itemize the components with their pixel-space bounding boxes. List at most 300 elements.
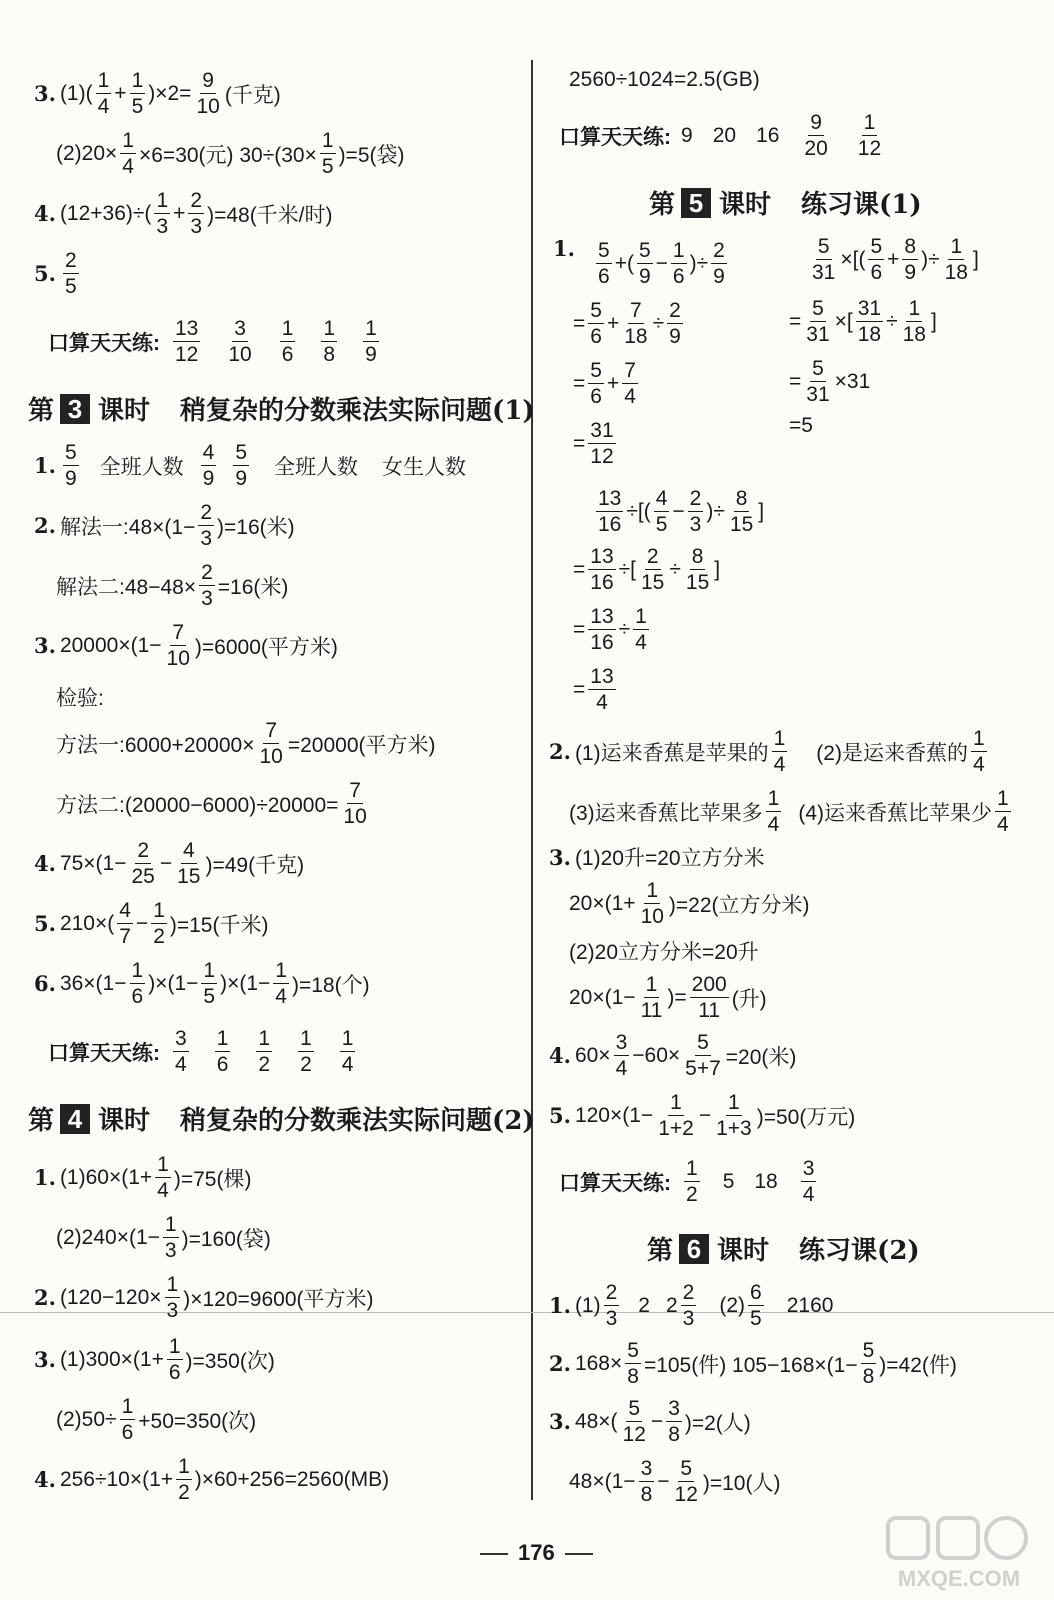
text: 75×(1− [59, 851, 127, 875]
text: 1. [553, 236, 575, 261]
denominator: 4 [773, 753, 786, 776]
fraction [622, 300, 649, 347]
fraction [856, 298, 883, 345]
text: 1. [34, 453, 56, 478]
text: 检验: [56, 687, 104, 710]
text: )=160(袋) [181, 1227, 271, 1251]
fraction [868, 236, 884, 283]
fraction [588, 606, 615, 653]
text: 第 [649, 190, 676, 220]
denominator: 9 [713, 265, 725, 288]
fraction [748, 1282, 764, 1329]
fraction [596, 240, 612, 287]
fraction [167, 1336, 183, 1383]
text: )=2(人) [684, 1411, 751, 1435]
numerator: 4 [119, 899, 131, 922]
jianyan [56, 682, 104, 712]
numerator: 7 [630, 299, 642, 322]
denominator: 10 [640, 905, 664, 928]
fraction [604, 1282, 620, 1329]
numerator: 5 [680, 1457, 693, 1480]
fraction [201, 960, 217, 1007]
s3-answer-2a [34, 502, 295, 549]
fraction [714, 1092, 754, 1139]
fraction [165, 622, 192, 669]
text: (12+36)÷( [59, 201, 152, 225]
denominator: 5 [131, 95, 144, 118]
text: 2 [638, 1293, 650, 1317]
denominator: 3 [605, 1307, 618, 1330]
numerator: 5 [812, 357, 824, 380]
s6-answer-3b: 48×(1− $\frac{3}{8}$ − $\frac{5}{12}$ )=10(人) [569, 1457, 781, 1506]
fraction [596, 488, 623, 535]
fraction [639, 1458, 655, 1505]
text: (1)300×(1+ [59, 1347, 164, 1371]
numerator: 13 [590, 665, 614, 688]
text: +50=350(次) [138, 1409, 257, 1433]
fraction [971, 728, 987, 775]
numerator: 5 [235, 441, 247, 464]
text: 5 [681, 188, 711, 218]
text: 120×(1− [574, 1103, 654, 1127]
denominator: 6 [870, 261, 883, 284]
denominator: 6 [131, 985, 144, 1008]
denominator: 12 [175, 343, 199, 366]
fraction [165, 1274, 181, 1321]
text: (1)60×(1+ [59, 1165, 153, 1189]
numerator: 3 [615, 1031, 628, 1054]
kousuan-3 [559, 112, 886, 159]
fraction [654, 488, 670, 535]
s4-answer-2 [34, 1274, 374, 1321]
fraction [154, 190, 170, 237]
text: 16 [756, 123, 780, 147]
text: 解法一:48×(1− [59, 515, 196, 539]
text: 20000×(1− [59, 633, 162, 657]
numerator: 2 [689, 487, 702, 510]
fraction [684, 1158, 700, 1205]
text: = [573, 677, 586, 701]
fraction [198, 502, 214, 549]
numerator: 2 [200, 501, 213, 524]
text: )=50(万元) [756, 1105, 856, 1129]
denominator: 4 [972, 753, 985, 776]
calc-b-4 [789, 414, 813, 438]
text: = [573, 431, 586, 455]
fraction [683, 1032, 723, 1079]
text: 3. [549, 1409, 571, 1434]
numerator: 7 [172, 621, 185, 644]
denominator: 4 [635, 631, 647, 654]
fangfa-2 [56, 780, 372, 827]
text: (2)20立方分米=20升 [569, 941, 759, 964]
text: + [606, 311, 620, 335]
text: ÷ [886, 309, 898, 333]
numerator: 1 [323, 317, 336, 340]
s3-answer-2b [56, 562, 288, 609]
text: )=22(立方分米) [668, 893, 810, 917]
text: = [789, 309, 802, 333]
answer-5 [34, 250, 82, 297]
numerator: 1 [997, 787, 1009, 810]
section-6-title [647, 1230, 920, 1267]
numerator: 4 [655, 487, 668, 510]
denominator: 9 [904, 261, 917, 284]
text: )=42(件) [879, 1353, 957, 1377]
numerator: 200 [691, 973, 727, 996]
denominator: 3 [156, 215, 169, 238]
calc-a-4 [573, 420, 619, 467]
text: )=16(米) [217, 515, 295, 539]
calc-c-4 [573, 666, 619, 713]
s5-answer-2a [549, 728, 990, 775]
denominator: 4 [997, 813, 1009, 836]
text: )×60+256=2560(MB) [194, 1467, 390, 1491]
numerator: 8 [735, 487, 748, 510]
fraction [621, 1398, 648, 1445]
s3-answer-3 [34, 622, 338, 669]
numerator: 1 [672, 239, 685, 262]
text: ÷ [618, 557, 631, 581]
denominator: 10 [259, 745, 283, 768]
fraction [861, 1340, 877, 1387]
calc-a-3 [573, 360, 641, 407]
text: (1)20升=20立方分米 [574, 847, 765, 870]
numerator: 1 [281, 317, 294, 340]
denominator: 9 [202, 467, 215, 490]
text: 课时 [98, 396, 151, 426]
numerator: 7 [349, 779, 361, 802]
fraction [690, 974, 729, 1021]
fraction [298, 1028, 314, 1075]
numerator: 1 [645, 973, 658, 996]
numerator: 1 [972, 727, 985, 750]
fraction [151, 900, 167, 947]
numerator: 2 [713, 239, 725, 262]
denominator: 12 [674, 1483, 698, 1506]
fraction [188, 190, 204, 237]
text: ÷ [928, 247, 940, 271]
numerator: 1 [950, 235, 963, 258]
text: ÷ [626, 499, 638, 523]
numerator: 5 [817, 235, 830, 258]
fraction [622, 360, 638, 407]
fraction [588, 666, 615, 713]
fraction [155, 1154, 171, 1201]
numerator: 1 [365, 317, 377, 340]
s3-answer-1 [34, 442, 466, 489]
fangfa-1 [56, 720, 436, 767]
fraction [943, 236, 970, 283]
denominator: 8 [862, 1365, 875, 1388]
calc-a-1: $\frac{5}{6}$ + ( $\frac{5}{9}$ − $\frac{1}{6}$ ) ÷ $\frac{2}{9}$ [598, 239, 725, 288]
text: ÷ [669, 557, 681, 581]
text: × [840, 247, 853, 271]
text: 2. [34, 1285, 56, 1310]
text: 210×( [59, 911, 115, 935]
fraction [588, 360, 604, 407]
text: 3. [549, 844, 571, 870]
fraction [995, 788, 1011, 835]
denominator: 5 [64, 275, 77, 298]
text: 4. [34, 851, 56, 876]
text: 60× [574, 1043, 611, 1067]
numerator: 5 [697, 1031, 709, 1054]
numerator: 1 [341, 1027, 354, 1050]
text: 48×( [574, 1409, 618, 1433]
fraction [120, 130, 136, 177]
fraction [163, 1214, 179, 1261]
denominator: 8 [640, 1483, 653, 1506]
fraction [684, 546, 711, 593]
text: )=6000(平方米) [194, 635, 338, 659]
denominator: 4 [341, 1053, 354, 1076]
fraction [257, 720, 284, 767]
denominator: 4 [624, 385, 636, 408]
fraction [130, 70, 146, 117]
s5-answer-1-label [553, 236, 579, 261]
fraction [233, 442, 249, 489]
text: 方法一:6000+20000× [56, 733, 255, 757]
denominator: 15 [177, 865, 201, 888]
numerator: 5 [628, 1397, 641, 1420]
text: 练习课(2) [799, 1236, 920, 1266]
numerator: 7 [265, 719, 277, 742]
fraction [639, 546, 666, 593]
numerator: 3 [668, 1397, 680, 1420]
text: 20×(1+ [569, 891, 636, 915]
fraction [321, 318, 337, 365]
numerator: 1 [153, 899, 165, 922]
fraction [130, 840, 157, 887]
numerator: 3 [234, 317, 246, 340]
text: 课时 [98, 1106, 151, 1136]
fraction [804, 358, 831, 405]
numerator: 1 [863, 111, 876, 134]
denominator: 16 [598, 513, 622, 536]
denominator: 4 [275, 985, 287, 1008]
text: = [789, 369, 802, 393]
numerator: 1 [767, 787, 780, 810]
kousuan-2 [48, 1028, 358, 1075]
text: )=10(人) [702, 1471, 781, 1495]
denominator: 1+3 [716, 1117, 752, 1140]
denominator: 18 [624, 325, 648, 348]
denominator: 9 [638, 265, 651, 288]
fraction [199, 562, 215, 609]
numerator: 1 [635, 605, 647, 628]
text: 2. [549, 739, 571, 764]
text: 1. [549, 1293, 571, 1318]
text: =105(件) 105−168×(1− [643, 1353, 858, 1377]
text: )×(1− [220, 971, 271, 995]
text: )=5(袋) [338, 143, 405, 167]
numerator: 5 [590, 299, 602, 322]
numerator: 1 [166, 1273, 179, 1296]
s5-answer-4 [549, 1032, 796, 1079]
denominator: 3 [190, 215, 203, 238]
denominator: 2 [686, 1183, 698, 1206]
denominator: 3 [682, 1307, 695, 1330]
denominator: 2 [178, 1481, 190, 1504]
fraction [588, 300, 604, 347]
text: 4. [549, 1043, 571, 1068]
s6-answer-3a: 3. 48×( $\frac{5}{12}$ − $\frac{3}{8}$ )=2(人) [549, 1397, 751, 1446]
text: 全班人数 [274, 455, 358, 479]
text: 5. [549, 1103, 571, 1128]
text: − [672, 499, 685, 523]
denominator: 7 [119, 925, 131, 948]
text: 256÷10×(1+ [59, 1467, 174, 1491]
denominator: 5 [655, 513, 668, 536]
denominator: 1+2 [658, 1117, 694, 1140]
denominator: 15 [729, 513, 754, 536]
text: 3. [34, 1347, 56, 1372]
s4-answer-4 [34, 1456, 389, 1503]
numerator: 13 [590, 545, 614, 568]
text: 9 [681, 123, 693, 147]
fraction [215, 1028, 231, 1075]
denominator: 4 [122, 155, 134, 178]
text: (1)运来香蕉是苹果的 [574, 741, 769, 765]
denominator: 12 [590, 445, 614, 468]
denominator: 6 [121, 1421, 134, 1444]
numerator: 3 [175, 1027, 187, 1050]
calc-c-3 [573, 606, 652, 653]
fraction [273, 960, 289, 1007]
text: 课时 [717, 1236, 770, 1266]
numerator: 1 [773, 727, 786, 750]
fraction [766, 788, 782, 835]
text: (2) [719, 1293, 746, 1317]
s5-answer-3c [569, 936, 759, 966]
fraction [666, 1398, 682, 1445]
fraction [588, 546, 615, 593]
numerator: 1 [168, 1335, 181, 1358]
numerator: 3 [640, 1457, 653, 1480]
numerator: 2 [201, 561, 213, 584]
denominator: 18 [944, 261, 968, 284]
denominator: 15 [641, 571, 665, 594]
text: 稍复杂的分数乘法实际问题(1) [180, 396, 535, 426]
text: 第 [28, 396, 55, 426]
numerator: 7 [624, 359, 636, 382]
denominator: 6 [216, 1053, 229, 1076]
text: )=15(千米) [169, 913, 269, 937]
fraction [901, 298, 928, 345]
denominator: 5 [203, 985, 216, 1008]
text: 18 [754, 1169, 778, 1193]
denominator: 10 [166, 647, 190, 670]
denominator: 31 [812, 261, 836, 284]
calc-b-3 [789, 358, 870, 405]
text: 4 [60, 1104, 90, 1134]
denominator: 10 [196, 95, 220, 118]
denominator: 8 [627, 1365, 639, 1388]
text: = [573, 311, 586, 335]
fraction [801, 1158, 817, 1205]
text: 第 [647, 1236, 674, 1266]
numerator: 1 [321, 129, 334, 152]
fraction [804, 298, 831, 345]
denominator: 3 [200, 527, 213, 550]
denominator: 12 [857, 137, 882, 160]
text: 方法二:(20000−6000)÷20000= [56, 793, 339, 817]
text: (1)( [59, 81, 93, 105]
fraction [173, 1028, 189, 1075]
fraction [810, 236, 837, 283]
numerator: 13 [175, 317, 199, 340]
denominator: 4 [596, 691, 608, 714]
numerator: 1 [156, 189, 169, 212]
fraction [175, 840, 202, 887]
text: )=49(千克) [205, 853, 305, 877]
text: (1) [574, 1293, 601, 1317]
text: 5 [722, 1169, 735, 1193]
numerator: 31 [857, 297, 882, 320]
denominator: 3 [689, 513, 702, 536]
numerator: 13 [598, 487, 622, 510]
denominator: 11 [640, 999, 663, 1022]
text: )=48(千米/时) [207, 203, 333, 227]
numerator: 2 [682, 1281, 695, 1304]
s5-answer-5: 5. 120×(1− $\frac{1}{1+2}$ − $\frac{1}{1+3}$ )=50(万元) [549, 1091, 856, 1140]
denominator: 12 [622, 1423, 646, 1446]
numerator: 1 [300, 1027, 312, 1050]
fraction [625, 1340, 641, 1387]
text: × [834, 309, 847, 333]
denominator: 9 [365, 343, 377, 366]
numerator: 2 [64, 249, 77, 272]
denominator: 4 [175, 1053, 187, 1076]
numerator: 1 [203, 959, 216, 982]
numerator: 5 [627, 1339, 639, 1362]
numerator: 6 [750, 1281, 762, 1304]
section-3-title [28, 390, 535, 427]
fraction [117, 900, 133, 947]
text: 解法二:48−48× [56, 575, 197, 599]
text: )×(1− [148, 971, 199, 995]
calc-b-1: $\frac{5}{31}$ × [( $\frac{5}{6}$ + $\frac{8}{9}$ ) ÷ $\frac{1}{18}$ ] [812, 235, 979, 284]
fraction [173, 318, 200, 365]
numerator: 5 [862, 1339, 875, 1362]
numerator: 5 [812, 297, 824, 320]
numerator: 2 [190, 189, 203, 212]
numerator: 5 [598, 239, 610, 262]
text: 2160 [786, 1293, 834, 1317]
text: 全班人数 [99, 455, 184, 479]
denominator: 9 [64, 467, 77, 490]
numerator: 8 [904, 235, 917, 258]
fraction [802, 112, 829, 159]
text: 口算天天练: [559, 125, 671, 149]
text: 6 [679, 1234, 709, 1264]
text: )=18(个) [291, 973, 370, 997]
s3-answer-6 [34, 960, 370, 1007]
fraction [667, 300, 683, 347]
fraction [63, 250, 79, 297]
fraction [728, 488, 755, 535]
text: = [573, 617, 586, 641]
text: =5 [789, 414, 813, 437]
text: =16(米) [217, 575, 289, 599]
fraction [340, 1028, 356, 1075]
numerator: 1 [121, 1395, 134, 1418]
text: 4. [34, 201, 56, 226]
text: 第 [28, 1106, 55, 1136]
denominator: 6 [590, 325, 602, 348]
numerator: 5 [64, 441, 77, 464]
